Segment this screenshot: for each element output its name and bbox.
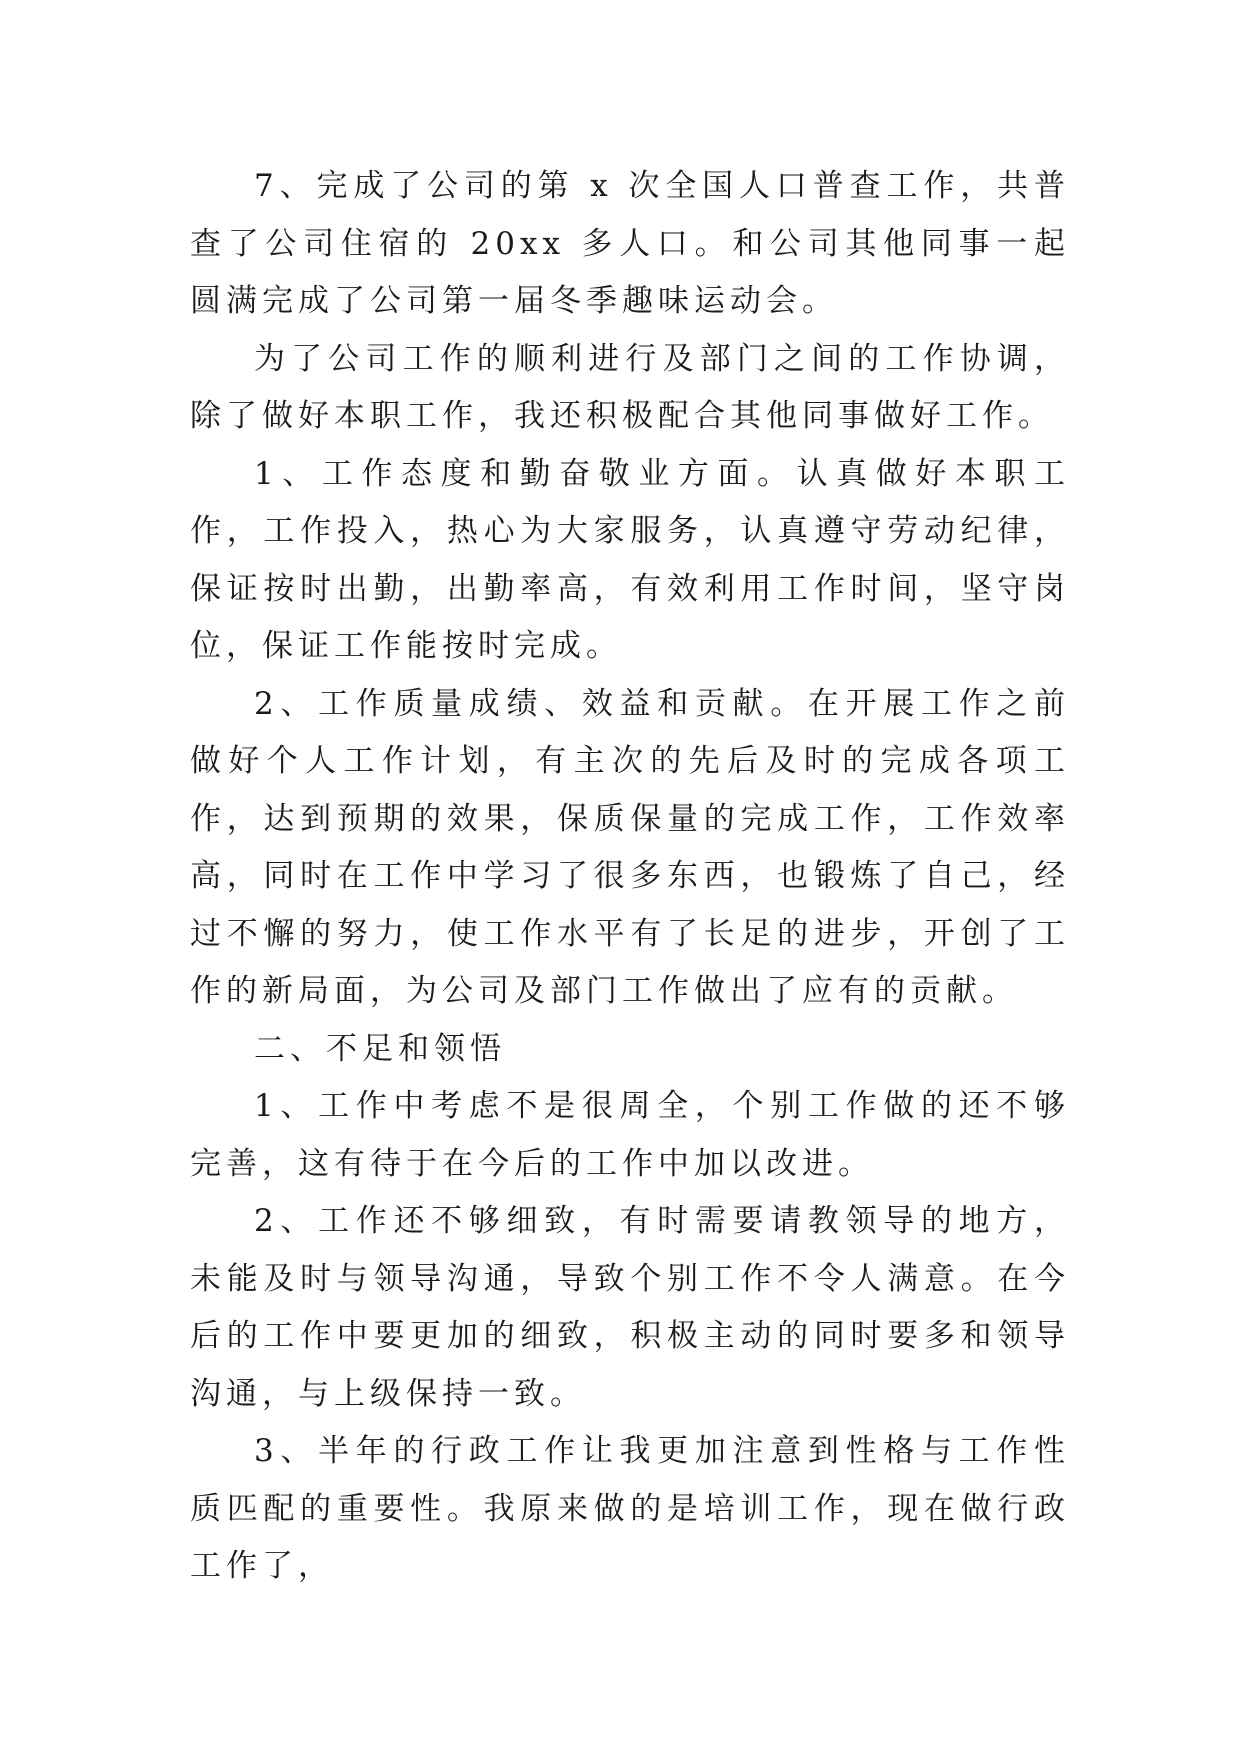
paragraph-work-attitude: 1、工作态度和勤奋敬业方面。认真做好本职工作，工作投入，热心为大家服务，认真遵守劳动纪律，保证按时出勤，出勤率高，有效利用工作时间，坚守岗位，保证工作能按时完成。	[190, 455, 1070, 664]
document-body	[190, 158, 1070, 1596]
paragraph-work-quality: 2、工作质量成绩、效益和贡献。在开展工作之前做好个人工作计划，有主次的先后及时的完成各项工作，达到预期的效果，保质保量的完成工作，工作效率高，同时在工作中学习了很多东西，也锻炼了自己，经过不懈的努力，使工作水平有了长足的进步，开创了工作的新局面，为公司及部门工作做出了应有的贡献。	[190, 685, 1070, 1009]
paragraph-shortcoming-1: 1、工作中考虑不是很周全，个别工作做的还不够完善，这有待于在今后的工作中加以改进。	[190, 1088, 1070, 1182]
paragraph-shortcoming-3: 3、半年的行政工作让我更加注意到性格与工作性质匹配的重要性。我原来做的是培训工作，现在做行政工作了，	[190, 1433, 1070, 1584]
paragraph-census-sports: 7、完成了公司的第 x 次全国人口普查工作，共普查了公司住宿的 20xx 多人口。和公司其他同事一起圆满完成了公司第一届冬季趣味运动会。	[190, 168, 1070, 319]
paragraph-coordination: 为了公司工作的顺利进行及部门之间的工作协调，除了做好本职工作，我还积极配合其他同事做好工作。	[190, 340, 1070, 434]
section-heading-shortcomings: 二、不足和领悟	[254, 1030, 506, 1067]
paragraph-shortcoming-2: 2、工作还不够细致，有时需要请教领导的地方，未能及时与领导沟通，导致个别工作不令人满意。在今后的工作中要更加的细致，积极主动的同时要多和领导沟通，与上级保持一致。	[190, 1203, 1070, 1412]
